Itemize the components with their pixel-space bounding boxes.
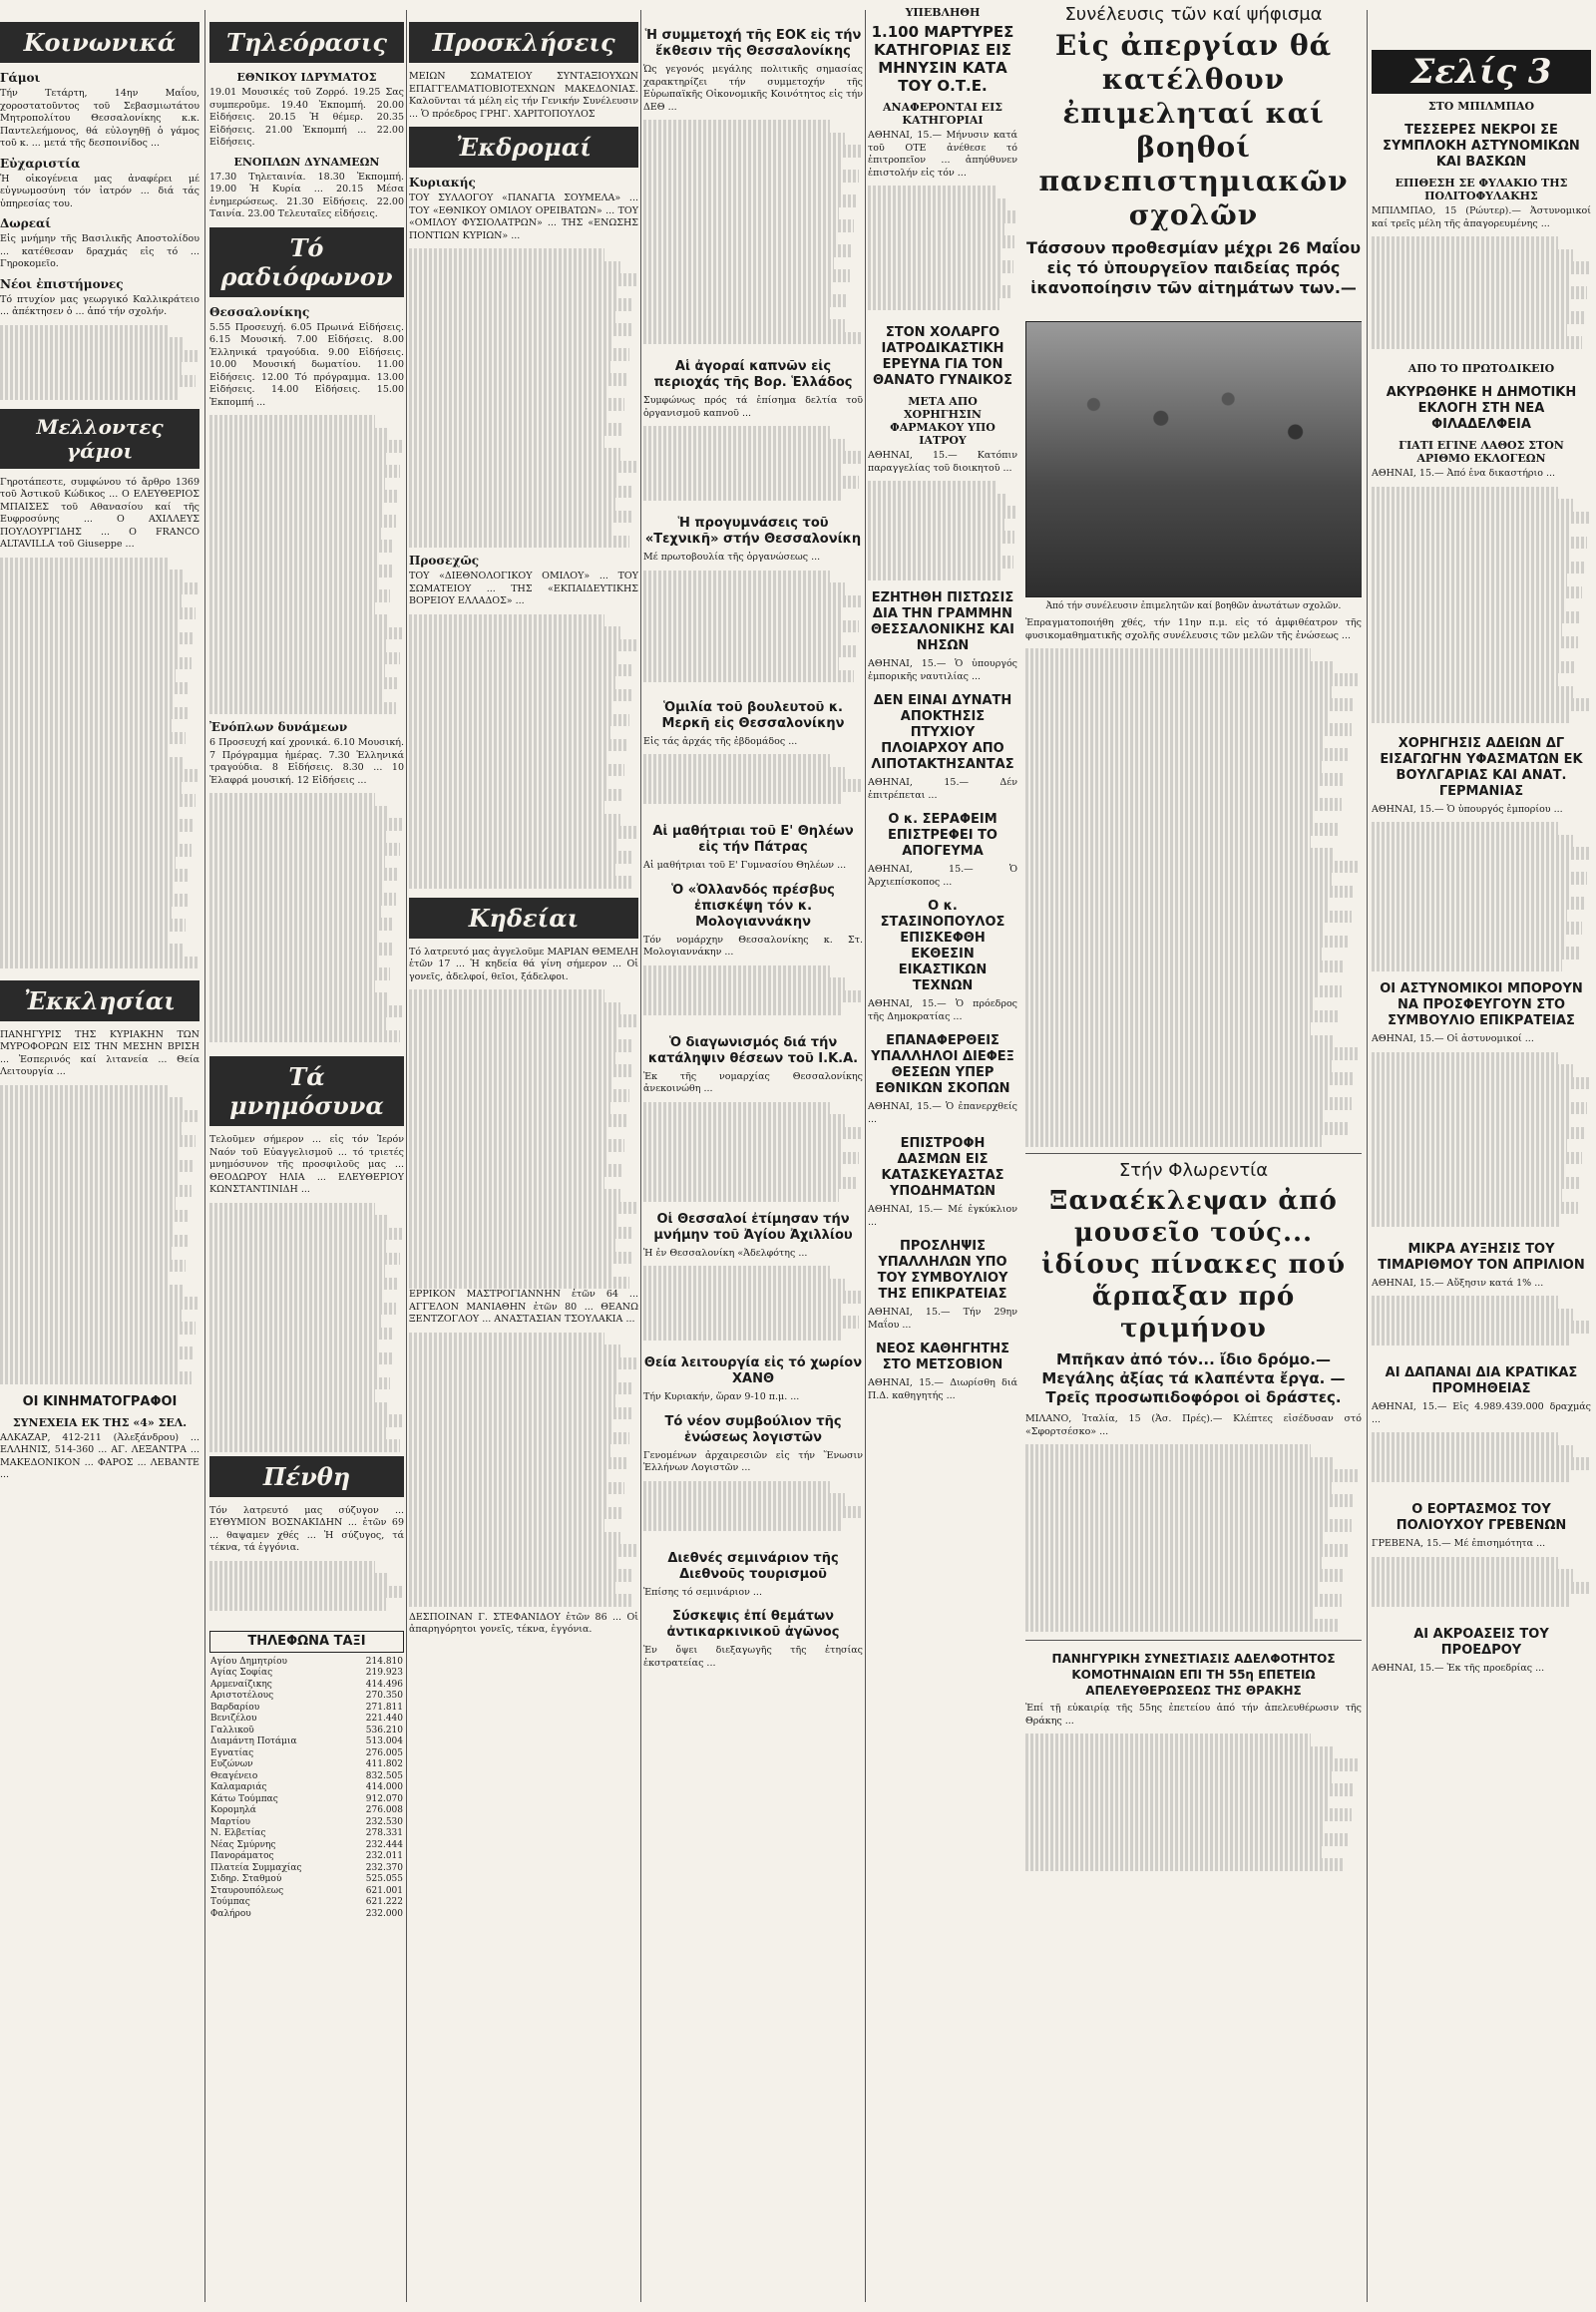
taxi-station-name: Κορομηλά [210,1805,256,1815]
taxi-phones-table [209,1657,404,1921]
divider [1025,1640,1362,1641]
article-text: ΕΡΡΙΚΟΝ ΜΑΣΤΡΟΓΙΑΝΝΗΝ ἐτῶν 64 ... ΑΓΓΕΛΟΝ ΜΑΝΙΑΘΗΝ ἐτῶν 80 ... ΘΕΑΝΩ ΞΕΝΤΖΟΓΛΟΥ ... ΑΝΑΣΤΑΣΙΑΝ ΤΣΟΥΛΑΚΙΑ ... [409,1289,638,1325]
article-text: ΑΘΗΝΑΙ, 15.— Μήνυσιν κατά τοῦ ΟΤΕ ἀνέθεσε τό ἐπιτροπεῖον ... ἀπηύθυνεν ἐπιστολήν εἰς τόν ... [868,130,1017,179]
taxi-station-name: Αρμεναίζικης [210,1679,272,1690]
assembly-photo [1025,321,1362,597]
article-text: ΑΘΗΝΑΙ, 15.— Ὁ πρόεδρος τῆς Δημοκρατίας ... [868,998,1017,1022]
article-headline: Ο ΕΟΡΤΑΣΜΟΣ ΤΟΥ ΠΟΛΙΟΥΧΟΥ ΓΡΕΒΕΝΩΝ [1396,1502,1567,1533]
taxi-phone-row [209,1726,404,1737]
article-headline: ΕΖΗΤΗΘΗ ΠΙΣΤΩΣΙΣ ΔΙΑ ΤΗΝ ΓΡΑΜΜΗΝ ΘΕΣΣΑΛΟΝΙΚΗΣ ΚΑΙ ΝΗΣΩΝ [871,590,1014,653]
column-broadcast [209,18,404,2302]
article-text: ΤΟΥ «ΔΙΕΘΝΟΛΟΓΙΚΟΥ ΟΜΙΛΟΥ» ... ΤΟΥ ΣΩΜΑΤΕΙΟΥ ... ΤΗΣ «ΕΚΠΑΙΔΕΥΤΙΚΗΣ ΒΟΡΕΙΟΥ ΕΛΛΑΔΟΣ» ... [409,571,638,606]
taxi-station-name: Αγίας Σοφίας [210,1668,273,1678]
taxi-station-name: Καλαμαριάς [210,1782,267,1792]
taxi-station-phone: 219.923 [365,1668,403,1678]
taxi-station-phone: 621.001 [365,1885,403,1896]
subsection-title: Γάμοι [0,71,41,85]
lead-article [1025,0,1362,315]
section-banner: Τηλεόρασις [209,22,404,63]
column-invitations [409,18,638,2302]
article-text: ΑΘΗΝΑΙ, 15.— Διωρίσθη διά Π.Δ. καθηγητής ... [868,1377,1017,1401]
article-kicker: ΑΠΟ ΤΟ ΠΡΩΤΟΔΙΚΕΙΟ [1407,362,1555,375]
text-filler [643,1102,863,1202]
taxi-station-name: Σταυρουπόλεως [210,1885,284,1896]
taxi-phone-row [209,1703,404,1715]
article-text: Τελοῦμεν σήμερον ... εἰς τόν Ἱερόν Ναόν τοῦ Εὐαγγελισμοῦ ... τό τριετές μνημόσυνον τῆς προσφιλοῦς μας ... ΘΕΟΔΩΡΟΥ ΗΛΙΑ ... ΕΛΕΥΘΕΡΙΟΥ ΚΩΝΣΤΑΝΤΙΝΙΔΗ ... [209,1134,404,1195]
article-headline: ΔΕΝ ΕΙΝΑΙ ΔΥΝΑΤΗ ΑΠΟΚΤΗΣΙΣ ΠΤΥΧΙΟΥ ΠΛΟΙΑΡΧΟΥ ΑΠΟ ΛΙΠΟΤΑΚΤΗΣΑΝΤΑΣ [871,693,1014,772]
article-text: ΑΘΗΝΑΙ, 15.— Κατόπιν παραγγελίας τοῦ διοικητοῦ ... [868,450,1017,474]
article-text: 19.01 Μουσικές τοῦ Ζορρό. 19.25 Σας συμπεροῦμε. 19.40 Ἐκπομπή. 20.00 Εἰδήσεις. 20.15 Ἡ θέμερ. 20.35 Εἰδήσεις. 21.00 Ἐκπομπή ... 22.00 Εἰδήσεις. [209,87,404,148]
taxi-station-name: Σιδηρ. Σταθμού [210,1874,282,1884]
taxi-station-phone: 411.802 [365,1759,403,1769]
section-banner: Μελλοντες γάμοι [0,409,200,469]
taxi-station-phone: 232.444 [365,1839,403,1850]
florence-standfirst: Μπῆκαν ἀπό τόν... ἴδιο δρόμο.— Μεγάλης ἀξίας τά κλαπέντα ἔργα. — Τρεῖς προσωπιδοφόροι οἱ δράστες. [1041,1350,1346,1406]
article-headline: Ἡ προγυμνάσεις τοῦ «Τεχνικῆ» στήν Θεσσαλονίκη [644,516,862,547]
taxi-station-phone: 525.055 [365,1874,403,1884]
taxi-station-phone: 414.496 [365,1679,403,1690]
taxi-phone-row [209,1851,404,1863]
text-filler [1372,822,1591,971]
article-text: Ἐπί τῇ εὐκαιρίᾳ τῆς 55ης ἐπετείου ἀπό τήν ἀπελευθέρωσιν τῆς Θράκης ... [1025,1703,1362,1727]
article-text: ΑΘΗΝΑΙ, 15.— Ὁ Ἀρχιεπίσκοπος ... [868,864,1017,888]
article-headline: ΟΙ ΑΣΤΥΝΟΜΙΚΟΙ ΜΠΟΡΟΥΝ ΝΑ ΠΡΟΣΦΕΥΓΟΥΝ ΣΤΟ ΣΥΜΒΟΥΛΙΟ ΕΠΙΚΡΑΤΕΙΑΣ [1380,981,1583,1028]
taxi-station-name: Πανοράματος [210,1851,274,1861]
text-filler [1372,487,1591,726]
article-text: Ἐπίσης τό σεμινάριον ... [643,1586,762,1598]
taxi-station-name: Φαλήρου [210,1908,251,1919]
taxi-station-name: Πλατεία Συμμαχίας [210,1862,302,1873]
article-headline: Ο κ. ΣΤΑΣΙΝΟΠΟΥΛΟΣ ΕΠΙΣΚΕΦΘΗ ΕΚΘΕΣΙΝ ΕΙΚΑΣΤΙΚΩΝ ΤΕΧΝΩΝ [880,899,1005,993]
taxi-station-phone: 276.008 [365,1805,403,1815]
taxi-station-name: Ν. Ελβετίας [210,1828,266,1838]
taxi-phone-row [209,1782,404,1794]
article-text: ΠΑΝΗΓΥΡΙΣ ΤΗΣ ΚΥΡΙΑΚΗΝ ΤΩΝ ΜΥΡΟΦΟΡΩΝ ΕΙΣ ΤΗΝ ΜΕΣΗΝ ΒΡΙΣΗ ... Ἐσπερινός καί λιτανεία ... Θεία Λειτουργία ... [0,1028,200,1077]
taxi-phone-row [209,1840,404,1852]
column-rule [1367,10,1368,2302]
subsection-title: ΟΙ ΚΙΝΗΜΑΤΟΓΡΑΦΟΙ [22,1393,178,1409]
top-row [868,0,1362,315]
article-text: ΜΙΛΑΝΟ, Ἰταλία, 15 (Ἀσ. Πρές).— Κλέπτες εἰσέδυσαν στό «Σφορτσέσκο» ... [1025,1413,1362,1437]
article-text: ΑΘΗΝΑΙ, 15.— Ἐκ τῆς προεδρίας ... [1372,1662,1545,1674]
text-filler [0,325,200,405]
taxi-station-name: Μαρτίου [210,1816,250,1827]
text-filler [209,1561,404,1621]
taxi-station-name: Αριστοτέλους [210,1691,274,1701]
text-filler [409,614,638,894]
taxi-phone-row [209,1736,404,1748]
article-text: 5.55 Προσευχή. 6.05 Πρωινά Εἰδήσεις. 6.15 Μουσική. 7.00 Εἰδήσεις. 8.00 Ἑλληνικά τραγούδια. 9.00 Εἰδήσεις. 10.00 Μουσική δωματίου. 11.00 Εἰδήσεις. 12.00 Τό πρόγραμμα. 13.00 Εἰδήσεις. 14.00 Εἰδήσεις. 15.00 Ἐκπομπή ... [209,321,404,408]
article-text: Τήν Κυριακήν, ὥραν 9-10 π.μ. ... [643,1391,800,1402]
article-text: Τόν λατρευτό μας σύζυγον ... ΕΥΘΥΜΙΟΝ ΒΟΣΝΑΚΙΔΗΝ ... ἐτῶν 69 ... θαψαμεν χθές ... Ἡ σύζυγος, τά τέκνα, τά ἐγγόνια. [209,1504,404,1553]
column-page3 [1372,50,1591,2302]
text-filler [209,793,404,1052]
article-text: ΑΘΗΝΑΙ, 15.— Μέ ἐγκύκλιον ... [868,1204,1017,1228]
text-filler [643,1481,863,1541]
taxi-phone-row [209,1874,404,1886]
taxi-phone-row [209,1657,404,1669]
taxi-phone-row [209,1714,404,1726]
subsection-title: ΕΘΝΙΚΟΥ ΙΔΡΥΜΑΤΟΣ [236,71,377,84]
article-text: ΑΘΗΝΑΙ, 15.— Ἀπό ἑνα δικαστήριο ... [1372,468,1556,479]
text-filler [643,754,863,814]
subsection-title: ΕΝΟΠΛΩΝ ΔΥΝΑΜΕΩΝ [233,155,380,169]
photo-caption: Ἀπό τήν συνέλευσιν ἐπιμελητῶν καί βοηθῶν ἀνωτάτων σχολῶν. [1045,601,1342,611]
article-text: Ἐπραγματοποιήθη χθές, τήν 11ην π.μ. εἰς τό ἀμφιθέατρον τῆς φυσικομαθηματικῆς σχολῆς συνέλευσις τῶν μελῶν τῆς ἑνώσεως ... [1025,617,1362,641]
taxi-phone-row [209,1897,404,1909]
article-text: ΜΕΙΩΝ ΣΩΜΑΤΕΙΟΥ ΣΥΝΤΑΞΙΟΥΧΩΝ ΕΠΑΓΓΕΛΜΑΤΙΟΒΙΟΤΕΧΝΩΝ ΜΑΚΕΔΟΝΙΑΣ. Καλοῦνται τά μέλη εἰς τήν Γενικήν Συνέλευσιν ... Ὁ πρόεδρος ΓΡΗΓ. ΧΑΡΙΤΟΠΟΥΛΟΣ [409,71,638,120]
section-banner: Πένθη [209,1456,404,1497]
article-text: Τό πτυχίον μας γεωργικό Καλλικράτειο ... ἀπέκτησεν ὁ ... ἀπό τήν σχολήν. [0,293,200,317]
text-filler [643,571,863,690]
taxi-station-phone: 232.370 [365,1862,403,1873]
taxi-station-phone: 278.331 [365,1828,403,1838]
text-filler [868,481,1017,580]
article-headline: ΑΚΥΡΩΘΗΚΕ Η ΔΗΜΟΤΙΚΗ ΕΚΛΟΓΗ ΣΤΗ ΝΕΑ ΦΙΛΑΔΕΛΦΕΙΑ [1386,385,1577,432]
lead-headline: Εἰς ἀπεργίαν θά κατέλθουν ἐπιμεληταί καί βοηθοί πανεπιστημιακῶν σχολῶν [1038,29,1349,231]
article-text: ΑΘΗΝΑΙ, 15.— Αὔξησιν κατά 1% ... [1372,1277,1544,1289]
text-filler [643,1266,863,1346]
article-headline: Αἱ ἀγοραί καπνῶν εἰς περιοχάς τῆς Βορ. Ἑλλάδος [653,359,853,390]
article-text: Γενομένων ἀρχαιρεσιῶν εἰς τήν Ἕνωσιν Ἑλλήνων Λογιστῶν ... [643,1449,863,1473]
taxi-station-phone: 232.530 [365,1816,403,1827]
taxi-station-name: Αγίου Δημητρίου [210,1656,287,1667]
article-text: ΑΘΗΝΑΙ, 15.— Δέν ἐπιτρέπεται ... [868,777,1017,801]
text-filler [409,1333,638,1612]
article-headline: ΑΙ ΑΚΡΟΑΣΕΙΣ ΤΟΥ ΠΡΟΕΔΡΟΥ [1413,1626,1549,1658]
article-subhead: ΑΝΑΦΕΡΟΝΤΑΙ ΕΙΣ ΚΑΤΗΓΟΡΙΑΙ [882,101,1002,127]
article-headline: Ὁ διαγωνισμός διά τήν κατάληψιν θέσεων τοῦ Ι.Κ.Α. [647,1034,859,1066]
article-text: ΤΟΥ ΣΥΛΛΟΓΟΥ «ΠΑΝΑΓΙΑ ΣΟΥΜΕΛΑ» ... ΤΟΥ «ΕΘΝΙΚΟΥ ΟΜΙΛΟΥ ΟΡΕΙΒΑΤΩΝ» ... ΤΟΥ «ΟΜΙΛΟΥ ΦΥΣΙΟΛΑΤΡΩΝ» ... ΤΗΣ «ΕΝΩΣΗΣ ΠΟΝΤΙΩΝ ΚΥΡΙΩΝ» ... [409,193,638,241]
side-briefs [868,315,1017,1873]
taxi-phone-row [209,1817,404,1829]
taxi-phone-row [209,1909,404,1921]
section-banner: Κηδείαι [409,898,638,939]
text-filler [1372,236,1591,356]
lead-body [1025,315,1362,1873]
text-filler [643,120,863,349]
article-headline: Ἡ συμμετοχή τῆς ΕΟΚ εἰς τήν ἔκθεσιν τῆς Θεσσαλονίκης [644,28,862,59]
divider [1025,1153,1362,1154]
article-text: Τήν Τετάρτη, 14ην Μαΐου, χοροστατοῦντος τοῦ Σεβασμιωτάτου Μητροπολίτου Θεσσαλονίκης κ.κ. Παντελεήμονος, θά εὐλογηθῇ ὁ γάμος τοῦ κ. ... μετά τῆς δεσποινίδος ... [0,88,200,149]
article-text: Ἡ οἰκογένεια μας ἀναφέρει μέ εὐγνωμοσύνη τόν ἰατρόν ... διά τάς ὑπηρεσίας του. [0,173,200,209]
text-filler [868,186,1017,315]
text-filler [0,1085,200,1384]
text-filler [1372,1052,1591,1232]
taxi-station-phone: 221.440 [365,1714,403,1724]
article-headline: ΜΙΚΡΑ ΑΥΞΗΣΙΣ ΤΟΥ ΤΙΜΑΡΙΘΜΟΥ ΤΟΝ ΑΠΡΙΛΙΟΝ [1378,1241,1585,1273]
column-local-news [643,18,863,2302]
subsection-title: Εὐχαριστία [0,156,81,171]
ote-article [868,0,1017,315]
taxi-phone-row [209,1828,404,1840]
subsection-subtitle: ΣΥΝΕΧΕΙΑ ΕΚ ΤΗΣ «4» ΣΕΛ. [12,1415,188,1429]
article-headline: Θεία λειτουργία εἰς τό χωρίον ΧΑΝΘ [643,1355,863,1386]
taxi-station-phone: 832.505 [365,1770,403,1781]
column-rule [640,10,641,2302]
taxi-station-phone: 271.811 [365,1702,403,1713]
taxi-station-name: Διαμάντη Ποτάμια [210,1736,297,1746]
section-banner: Ἐκκλησίαι [0,980,200,1021]
taxi-station-phone: 270.350 [365,1691,403,1701]
article-headline: Διεθνές σεμινάριον τῆς Διεθνοῦς τουρισμοῦ [667,1550,839,1582]
section-banner: Προσκλήσεις [409,22,638,63]
article-headline: ΧΟΡΗΓΗΣΙΣ ΑΔΕΙΩΝ ΔΓ ΕΙΣΑΓΩΓΗΝ ΥΦΑΣΜΑΤΩΝ ΕΚ ΒΟΥΛΓΑΡΙΑΣ ΚΑΙ ΑΝΑΤ. ΓΕΡΜΑΝΙΑΣ [1380,735,1583,799]
article-headline: 1.100 ΜΑΡΤΥΡΕΣ ΚΑΤΗΓΟΡΙΑΣ ΕΙΣ ΜΗΝΥΣΙΝ ΚΑΤΑ ΤΟΥ Ο.Τ.Ε. [871,23,1014,95]
subsection-title: Θεσσαλονίκης [209,304,310,319]
taxi-station-name: Τούμπας [210,1897,250,1907]
article-headline: ΤΕΣΣΕΡΕΣ ΝΕΚΡΟΙ ΣΕ ΣΥΜΠΛΟΚΗ ΑΣΤΥΝΟΜΙΚΩΝ ΚΑΙ ΒΑΣΚΩΝ [1383,123,1580,170]
column-rule [204,10,205,2302]
article-subhead: ΕΠΙΘΕΣΗ ΣΕ ΦΥΛΑΚΙΟ ΤΗΣ ΠΟΛΙΤΟΦΥΛΑΚΗΣ [1395,177,1568,202]
subsection-title: Κυριακής [409,176,476,190]
florence-headline: Ξαναέκλεψαν ἀπό μουσεῖο τούς... ἰδίους πίνακες πού ἅρπαξαν πρό τριμήνου [1040,1186,1346,1344]
text-filler [643,965,863,1025]
taxi-phone-row [209,1680,404,1692]
article-headline: Ο κ. ΣΕΡΑΦΕΙΜ ΕΠΙΣΤΡΕΦΕΙ ΤΟ ΑΠΟΓΕΥΜΑ [888,812,998,859]
taxi-station-phone: 912.070 [365,1793,403,1804]
taxi-station-phone: 232.011 [365,1851,403,1861]
article-text: Συμφώνως πρός τά ἐπίσημα δελτία τοῦ ὀργανισμοῦ καπνοῦ ... [643,395,863,419]
taxi-phone-row [209,1668,404,1680]
article-headline: Τό νέον συμβούλιον τῆς ἑνώσεως λογιστῶν [664,1413,842,1445]
taxi-phone-row [209,1794,404,1806]
article-headline: Ὁμιλία τοῦ βουλευτοῦ κ. Μερκῆ εἰς Θεσσαλονίκην [661,699,845,731]
text-filler [643,426,863,506]
article-text: ΑΘΗΝΑΙ, 15.— Τήν 29ην Μαΐου ... [868,1307,1017,1331]
section-banner: Τό ραδιόφωνον [209,227,404,297]
article-text: Εἰς τάς ἀρχάς τῆς ἐβδομάδος ... [643,735,798,747]
middle-row [868,315,1362,1873]
taxi-station-phone: 214.810 [365,1656,403,1667]
taxi-phone-row [209,1771,404,1783]
article-headline: Ὁ «Ὀλλανδός πρέσβυς ἐπισκέψη τόν κ. Μολογιαννάκην [671,882,835,930]
column-rule [865,10,866,2302]
article-headline: ΑΙ ΔΑΠΑΝΑΙ ΔΙΑ ΚΡΑΤΙΚΑΣ ΠΡΟΜΗΘΕΙΑΣ [1385,1365,1578,1396]
article-headline: ΕΠΑΝΑΦΕΡΘΕΙΣ ΥΠΑΛΛΗΛΟΙ ΔΙΕΦΕΞ ΘΕΣΕΩΝ ΥΠΕΡ ΕΘΝΙΚΩΝ ΣΚΟΠΩΝ [871,1033,1014,1096]
article-kicker: ΥΠΕΒΛΗΘΗ [905,6,981,19]
article-text: Ἐν ὄψει διεξαγωγῆς τῆς ἐτησίας ἐκστρατείας ... [643,1645,863,1669]
article-headline: Σύσκεψις ἐπί θεμάτων ἀντικαρκινικοῦ ἀγῶνος [666,1609,840,1640]
article-text: Μέ πρωτοβουλία τῆς ὀργανώσεως ... [643,552,821,563]
text-filler [209,415,404,714]
text-filler [209,1203,404,1452]
taxi-phone-row [209,1863,404,1875]
taxi-phone-row [209,1748,404,1760]
article-text: ΑΘΗΝΑΙ, 15.— Ὁ ἐπανερχθείς ... [868,1101,1017,1125]
article-text: ΑΘΗΝΑΙ, 15.— Ὁ ὑπουργός ἐμπορίου ... [1372,803,1563,815]
article-headline: Οἱ Θεσσαλοί ἐτίμησαν τήν μνήμην τοῦ Ἀγίου Ἀχιλλίου [653,1211,853,1243]
article-headline: ΠΡΟΣΛΗΨΙΣ ΥΠΑΛΛΗΛΩΝ ΥΠΟ ΤΟΥ ΣΥΜΒΟΥΛΙΟΥ ΤΗΣ ΕΠΙΚΡΑΤΕΙΑΣ [877,1239,1008,1302]
subsection-title: Δωρεαί [0,216,52,230]
taxi-station-name: Θεαγένειο [210,1770,258,1781]
subsection-title: Ἐνόπλων δυνάμεων [209,720,348,734]
taxi-station-phone: 414.000 [365,1782,403,1792]
article-headline: ΣΤΟΝ ΧΟΛΑΡΓΟ ΙΑΤΡΟΔΙΚΑΣΤΙΚΗ ΕΡΕΥΝΑ ΓΙΑ ΤΟΝ ΘΑΝΑΤΟ ΓΥΝΑΙΚΟΣ [873,325,1012,388]
taxi-station-name: Κάτω Τούμπας [210,1793,278,1804]
taxi-station-phone: 621.222 [365,1897,403,1907]
article-text: ΑΛΚΑΖΑΡ, 412-211 (Ἀλεξάνδρου) ... ΕΛΛΗΝΙΣ, 514-360 ... ΑΓ. ΛΕΞΑΝΤΡΑ ... ΜΑΚΕΔΟΝΙΚΟΝ ... ΦΑΡΟΣ ... ΛΕΒΑΝΤΕ ... [0,1431,200,1480]
article-text: Αἱ μαθήτριαι τοῦ Ε' Γυμνασίου Θηλέων ... [643,860,847,871]
article-kicker: Στήν Φλωρεντία [1118,1160,1269,1181]
text-filler [1025,1444,1362,1634]
text-filler [409,248,638,548]
taxi-station-name: Βαρδαρίου [210,1702,260,1713]
page-number-logo: Σελίς 3 [1372,50,1591,94]
section-banner: Ἐκδρομαί [409,127,638,168]
taxi-station-phone: 513.004 [365,1736,403,1746]
section-banner: Τά μνημόσυνα [209,1056,404,1126]
article-text: Εἰς μνήμην τῆς Βασιλικῆς Αποστολίδου ... κατέθεσαν δραχμάς εἰς τό ... Γηροκομεῖο. [0,233,200,269]
komotini-headline: ΠΑΝΗΓΥΡΙΚΗ ΣΥΝΕΣΤΙΑΣΙΣ ΑΔΕΛΦΟΤΗΤΟΣ ΚΟΜΟΤΗΝΑΙΩΝ ΕΠΙ ΤΗ 55η ΕΠΕΤΕΙΩ ΑΠΕΛΕΥΘΕΡΩΣΕΩΣ ΤΗΣ ΘΡΑΚΗΣ [1051,1652,1336,1698]
taxi-phones-title: ΤΗΛΕΦΩΝΑ ΤΑΞΙ [209,1631,404,1653]
article-headline: Αἱ μαθήτριαι τοῦ Ε' Θηλέων εἰς τήν Πάτρας [652,824,854,855]
article-text: 17.30 Τηλεταινία. 18.30 Ἐκπομπή. 19.00 Ἡ Κυρία ... 20.15 Μέσα ἐνημερώσεως. 21.30 Εἰδήσεις. 22.00 Ταινία. 23.00 Τελευταῖες εἰδήσεις. [209,171,404,219]
article-text: ΜΠΙΛΜΠΑΟ, 15 (Ρώυτερ).— Ἀστυνομικοί καί τρεῖς μέλη τῆς ἀπαγορευμένης ... [1372,205,1591,229]
article-kicker: ΣΤΟ ΜΠΙΛΜΠΑΟ [1427,100,1535,113]
article-text: Τό λατρευτό μας ἀγγελοῦμε ΜΑΡΙΑΝ ΘΕΜΕΛΗ ἐτῶν 17 ... Ἡ κηδεία θά γίνη σήμερον ... Οἱ γονεῖς, ἀδελφοί, θεῖοι, ξάδελφοι. [409,946,638,982]
taxi-station-name: Ευζώνων [210,1759,253,1769]
subsection-title: Προσεχῶς [409,554,480,568]
taxi-station-name: Εγνατίας [210,1747,254,1758]
taxi-station-name: Νέας Σμύρνης [210,1839,276,1850]
article-text: Ὡς γεγονός μεγάλης πολιτικῆς σημασίας χαρακτηρίζει τήν συμμετοχήν τῆς Εὐρωπαϊκῆς Οἰκονομικῆς Κοινότητος εἰς τήν ΔΕΘ ... [643,64,863,113]
text-filler [1372,1296,1591,1355]
taxi-station-phone: 536.210 [365,1725,403,1735]
article-headline: ΝΕΟΣ ΚΑΘΗΓΗΤΗΣ ΣΤΟ ΜΕΤΣΟΒΙΟΝ [875,1342,1010,1372]
article-text: Ἡ ἐν Θεσσαλονίκη «Ἀδελφότης ... [643,1247,808,1259]
text-filler [409,989,638,1289]
article-text: ΓΡΕΒΕΝΑ, 15.— Μέ ἐπισημότητα ... [1372,1538,1546,1549]
taxi-phone-row [209,1805,404,1817]
taxi-station-phone: 276.005 [365,1747,403,1758]
taxi-station-phone: 232.000 [365,1908,403,1919]
article-subhead: ΜΕΤΑ ΑΠΟ ΧΟΡΗΓΗΣΙΝ ΦΑΡΜΑΚΟΥ ΥΠΟ ΙΑΤΡΟΥ [890,395,996,447]
taxi-phone-row [209,1886,404,1898]
taxi-phone-row [209,1691,404,1703]
article-headline: ΕΠΙΣΤΡΟΦΗ ΔΑΣΜΩΝ ΕΙΣ ΚΑΤΑΣΚΕΥΑΣΤΑΣ ΥΠΟΔΗΜΑΤΩΝ [881,1136,1004,1199]
lead-standfirst: Τάσσουν προθεσμίαν μέχρι 26 Μαΐου εἰς τό ὑπουργεῖον παιδείας πρός ἱκανοποίησιν τῶν αἰτημάτων των.— [1025,238,1362,297]
taxi-station-name: Γαλλικοῦ [210,1725,254,1735]
subsection-title: Νέοι ἐπιστήμονες [0,276,124,291]
article-text: ΔΕΣΠΟΙΝΑΝ Γ. ΣΤΕΦΑΝΙΔΟΥ ἐτῶν 86 ... Οἱ ἀπαρηγόρητοι γονεῖς, τέκνα, ἐγγόνια. [409,1611,638,1635]
text-filler [1025,1734,1362,1873]
article-text: Ἐκ τῆς νομαρχίας Θεσσαλονίκης ἀνεκοινώθη ... [643,1070,863,1094]
article-subhead: ΓΙΑΤΙ ΕΓΙΝΕ ΛΑΘΟΣ ΣΤΟΝ ΑΡΙΘΜΟ ΕΚΛΟΓΕΩΝ [1398,439,1564,465]
taxi-station-name: Βενιζέλου [210,1714,257,1724]
article-text: Τόν νομάρχην Θεσσαλονίκης κ. Στ. Μολογιαννάκην ... [643,934,863,958]
article-kicker: Συνέλευσις τῶν καί ψήφισμα [1064,4,1323,25]
column-rule [406,10,407,2302]
text-filler [1372,1432,1591,1492]
text-filler [1025,648,1362,1147]
column-main-news [868,0,1362,2302]
article-text: Γηροτάπεστε, συμφώνου τό ἄρθρο 1369 τοῦ Ἀστικοῦ Κώδικος ... Ο ΕΛΕΥΘΕΡΙΟΣ ΜΠΑΙΣΕΣ τοῦ Αθανασίου καί τῆς Ευφροσύνης ... Ο ΑΧΙΛΛΕΥΣ ΠΟΥΛΟΥΡΓΙΔΗΣ ... Ο FRANCO ALTAVILLA τοῦ Giuseppe ... [0,476,200,550]
taxi-phone-row [209,1759,404,1771]
text-filler [0,558,200,976]
article-text: ΑΘΗΝΑΙ, 15.— Εἰς 4.989.439.000 δραχμάς ... [1372,1401,1591,1425]
article-text: 6 Προσευχή καί χρονικά. 6.10 Μουσική. 7 Πρόγραμμα ἡμέρας. 7.30 Ἑλληνικά τραγούδια. 8 Εἰδήσεις. 8.30 ... 10 Ἐλαφρά μουσική. 12 Εἰδήσεις ... [209,737,404,786]
article-text: ΑΘΗΝΑΙ, 15.— Ὁ ὑπουργός ἐμπορικῆς ναυτιλίας ... [868,658,1017,682]
article-text: ΑΘΗΝΑΙ, 15.— Οἱ ἀστυνομικοί ... [1372,1033,1534,1044]
text-filler [1372,1557,1591,1617]
section-banner: Κοινωνικά [0,22,200,63]
column-social [0,18,200,2302]
